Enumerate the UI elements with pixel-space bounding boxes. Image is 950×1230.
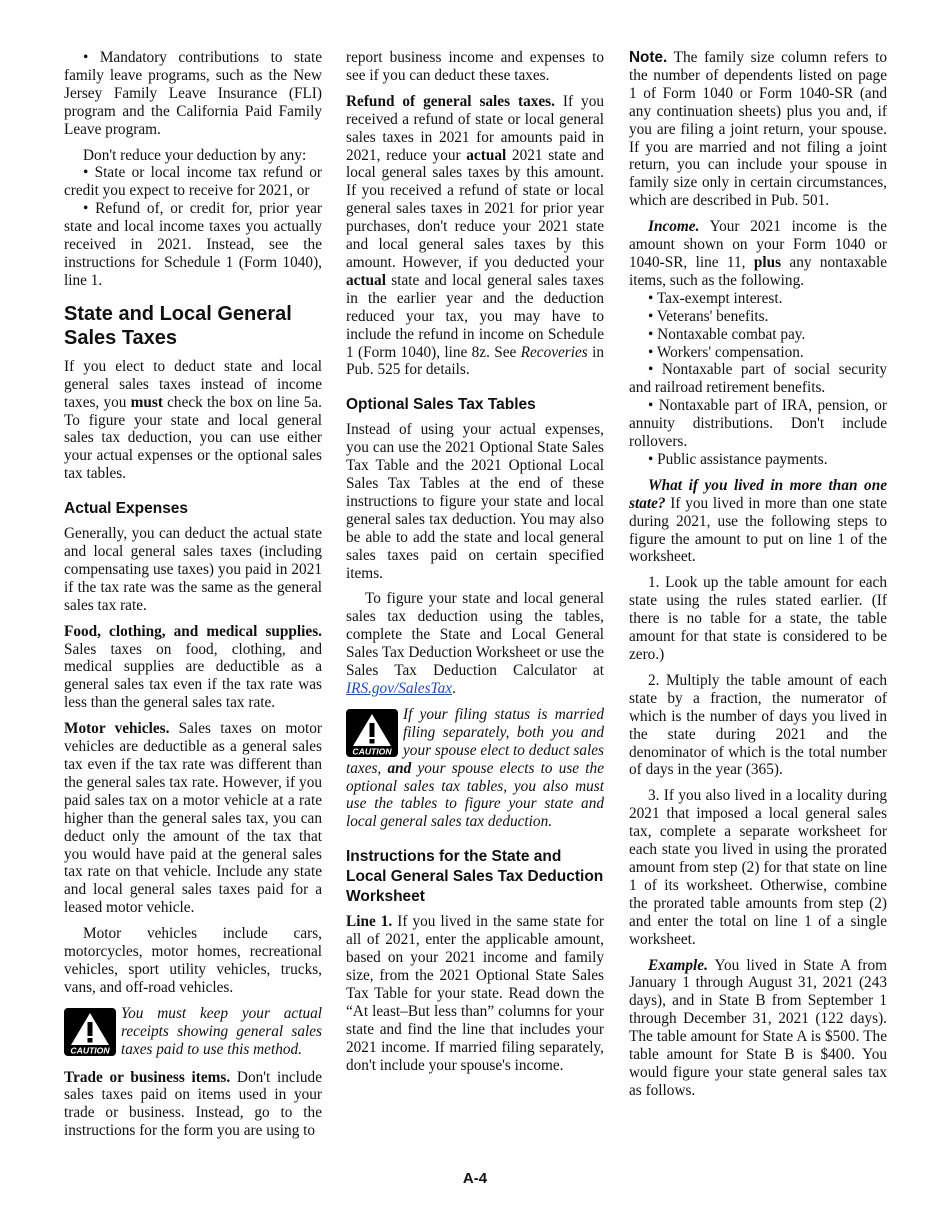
caution-label: CAUTION — [70, 1045, 110, 1056]
text-run: • Tax-exempt interest. — [648, 289, 783, 307]
bullet-item — [629, 344, 887, 362]
text-run: Trade or business items. — [64, 1068, 231, 1086]
caution-note — [346, 706, 604, 831]
text-run: check the box on line 5a. To figure your state and local general sales tax deduction, you can use either your actual expenses or the optional sales tax tables. — [64, 393, 322, 483]
paragraph — [64, 525, 322, 615]
text-run: If you lived in more than one state during 2021, use the following steps to figure the amount to put on line 1 of the worksheet. — [629, 494, 887, 566]
text-run: report business income and expenses to see if you can deduct these taxes. — [346, 49, 604, 84]
section-heading — [346, 395, 604, 415]
paragraph — [64, 925, 322, 997]
text-run: If your filing status is married filing separately, both you and your spouse elect to deduct sales taxes, — [346, 705, 604, 777]
bullet-item — [629, 326, 887, 344]
text-run: • Nontaxable part of social security and railroad retirement benefits. — [629, 361, 887, 397]
paragraph — [64, 1069, 322, 1141]
text-run: actual — [466, 146, 507, 164]
text-run: and — [387, 759, 412, 777]
text-run: • Mandatory contributions to state family leave programs, such as the New Jersey Family Leave Insurance (FLI) program and the California Paid Family Leave program. — [64, 49, 322, 138]
caution-label: CAUTION — [352, 746, 392, 757]
text-run: Generally, you can deduct the actual state and local general sales taxes (including compensating use taxes) you paid in 2021 if the tax rate was the same as the general sales tax rate. — [64, 525, 322, 614]
text-run: Note. — [629, 49, 668, 66]
text-run: Optional Sales Tax Tables — [346, 396, 536, 414]
text-run: 1. Look up the table amount for each state using the rules stated earlier. (If there is no table for a state, the table amount for that state is considered to be zero.) — [629, 574, 887, 663]
caution-icon — [64, 1008, 116, 1056]
paragraph — [629, 957, 887, 1100]
text-run: Instructions for the State and Local General Sales Tax Deduction Worksheet — [346, 848, 604, 906]
paragraph — [64, 623, 322, 713]
bullet-item — [64, 164, 322, 200]
text-run: Refund of general sales taxes. — [346, 92, 555, 110]
bullet-item — [629, 397, 887, 451]
text-run: Line 1. — [346, 913, 393, 931]
text-run: Recoveries — [520, 343, 588, 361]
paragraph — [346, 913, 604, 1074]
section-heading — [64, 302, 322, 350]
text-run: Sales taxes on food, clothing, and medical supplies are deductible as a general sales tax even if the tax rate was less than the general sales tax rate. — [64, 640, 322, 712]
text-run: any nontaxable items, such as the following. — [629, 253, 887, 289]
text-run: . — [452, 680, 456, 697]
paragraph — [629, 574, 887, 664]
bullet-item — [629, 308, 887, 326]
bullet-item — [629, 451, 887, 469]
text-run: • Public assistance payments. — [648, 450, 828, 468]
text-run: What if you lived in more than one state? — [629, 476, 887, 512]
paragraph — [64, 358, 322, 483]
text-run: actual — [346, 271, 386, 289]
caution-note — [64, 1005, 322, 1059]
text-run: • Nontaxable part of IRA, pension, or annuity distributions. Don't include rollovers. — [629, 397, 887, 451]
page-number: A-4 — [462, 1170, 488, 1187]
paragraph — [64, 147, 322, 165]
paragraph — [346, 590, 604, 697]
text-run: Income. — [648, 218, 700, 236]
text-run: • Refund of, or credit for, prior year state and local income taxes you actually received in 2021. Instead, see the instructions for Schedule 1 (Form 1040), line 1. — [64, 200, 322, 289]
bullet-item — [629, 361, 887, 397]
bullet-item — [64, 200, 322, 290]
text-run: 2. Multiply the table amount of each state by a fraction, the numerator of which is the number of days you lived in the state during 2021 and the denominator of which is the total number of days in the year (365). — [629, 671, 887, 779]
text-run: Don't include sales taxes paid on items used in your trade or business. Instead, go to the instructions for the form you are using to — [64, 1068, 322, 1140]
text-run: Your 2021 income is the amount shown on your Form 1040 or 1040-SR, line 11, — [629, 218, 887, 271]
text-run: You must keep your actual receipts showing general sales taxes paid to use this method. — [121, 1004, 322, 1058]
text-run: plus — [753, 253, 782, 271]
paragraph — [346, 93, 604, 380]
text-run: Food, clothing, and medical supplies. — [64, 622, 322, 640]
text-run: • Nontaxable combat pay. — [648, 325, 806, 343]
paragraph — [629, 218, 887, 290]
column-3 — [629, 49, 887, 1108]
text-run: 3. If you also lived in a locality during 2021 that imposed a local general sales tax, complete a separate worksheet for each state you lived in using the prorated amount from step (2) for that state on line 1 of its worksheet. Otherwise, combine the prorated table amounts from step (2) and enter the total on line 1 of a single worksheet. — [629, 787, 887, 948]
text-run: The family size column refers to the number of dependents listed on page 1 of Form 1040 or Form 1040-SR (and any continuation sheets) plus you and, if you are filing a joint return, your spouse. If you are married and not filing a joint return, you can include your spouse in family size only in certain circumstances, which are described in Pub. 501. — [629, 49, 887, 210]
text-run: • Workers' compensation. — [648, 343, 804, 361]
bullet-item — [64, 49, 322, 139]
text-run: Don't reduce your deduction by any: — [83, 146, 307, 164]
paragraph — [346, 421, 604, 582]
text-run: Motor vehicles. — [64, 720, 170, 738]
section-heading — [64, 499, 322, 519]
paragraph — [629, 477, 887, 567]
text-run: must — [130, 393, 163, 411]
paragraph — [64, 720, 322, 917]
paragraph — [629, 49, 887, 210]
text-run: Sales taxes on motor vehicles are deductible as a general sales tax even if the tax rate was different than the general sales tax rate. However, if you paid sales tax on a motor vehicle at a rate higher than the general sales tax, you can deduct only the amount of the tax that you would have paid at the general sales tax rate on that vehicle. Include any state and local general sales taxes paid for a leased motor vehicle. — [64, 720, 322, 917]
text-run: • Veterans' benefits. — [648, 307, 769, 325]
caution-icon — [346, 709, 398, 757]
text-run: If you lived in the same state for all of 2021, enter the applicable amount, based on your 2021 income and family size, from the 2021 Optional State Sales Tax Table for your state. Read down the “At least–But less than” columns for your state and find the line that includes your 2021 income. If married filing separately, don't include your spouse's income. — [346, 913, 605, 1074]
column-1 — [64, 49, 322, 1148]
paragraph — [346, 49, 604, 85]
text-run: Actual Expenses — [64, 500, 189, 518]
text-run: You lived in State A from January 1 through August 31, 2021 (243 days), and in State B from September 1 through December 31, 2021 (122 days). The table amount for State A is $500. The table amount for State B is $400. You would figure your state general sales tax as follows. — [629, 956, 887, 1099]
paragraph — [629, 787, 887, 948]
paragraph — [629, 672, 887, 779]
text-run: State and Local General Sales Taxes — [64, 302, 292, 349]
section-heading — [346, 847, 604, 907]
text-run: your spouse elects to use the optional sales tax tables, you also must use the tables to figure your state and local general sales tax deduction. — [346, 759, 604, 831]
text-run: Motor vehicles include cars, motorcycles, motor homes, recreational vehicles, sport utility vehicles, trucks, vans, and off-road vehicles. — [64, 925, 322, 996]
text-run: If you received a refund of state or local general sales taxes in 2021 for amounts paid in 2021, reduce your — [346, 92, 604, 164]
text-run: To figure your state and local general sales tax deduction using the tables, complete the State and Local General Sales Tax Deduction Worksheet or use the Sales Tax Deduction Calculator at — [346, 590, 604, 680]
column-2 — [346, 49, 604, 1082]
text-run: If you elect to deduct state and local general sales taxes instead of income taxes, you — [64, 357, 322, 411]
text-run: • State or local income tax refund or credit you expect to receive for 2021, or — [64, 164, 322, 200]
text-run: state and local general sales taxes in the earlier year and the deduction reduced your tax, you may have to include the refund in income on Schedule 1 (Form 1040), line 8z. See — [346, 271, 604, 361]
text-run: Example. — [648, 956, 708, 974]
text-run: in Pub. 525 for details. — [346, 343, 604, 379]
bullet-item — [629, 290, 887, 308]
text-run: Instead of using your actual expenses, you can use the 2021 Optional State Sales Tax Table and the 2021 Optional Local Sales Tax Tables at the end of these instructions to figure your state and local general sales tax deduction. You may also be able to add the state and local general sales taxes paid on certain specified items. — [346, 421, 604, 582]
text-run: 2021 state and local general sales taxes by this amount. If you received a refund of state or local general sales taxes in 2021 for prior year purchases, don't reduce your 2021 state and local general sales taxes by this amount. However, if you deducted your — [346, 146, 604, 271]
irs-sales-tax-link[interactable]: IRS.gov/SalesTax — [346, 680, 453, 697]
